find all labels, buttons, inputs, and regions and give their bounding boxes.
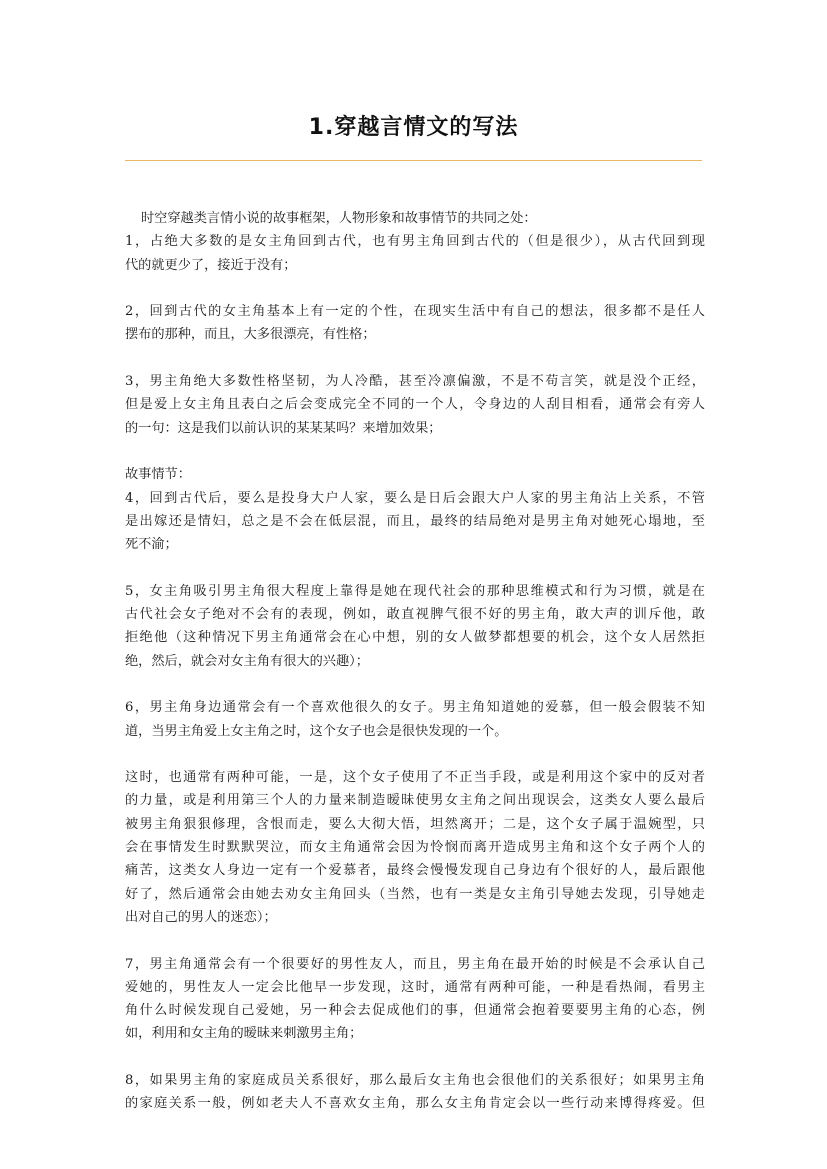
text-line: 7，男主角通常会有一个很要好的男性友人，而且，男主角在最开始的时候是不会承认自己 xyxy=(125,956,705,972)
text-line: 5，女主角吸引男主角很大程度上靠得是她在现代社会的那种思维模式和行为习惯，就是在 xyxy=(125,583,705,599)
paragraph-gap xyxy=(125,277,705,300)
text-line: 6，男主角身边通常会有一个喜欢他很久的女子。男主角知道她的爱慕，但一般会假装不知 xyxy=(125,700,705,716)
text-line: 的力量，或是利用第三个人的力量来制造暧昧使男女主角之间出现误会，这类女人要么最后 xyxy=(125,793,705,809)
text-line: 的一句：这是我们以前认识的某某某吗？来增加效果； xyxy=(125,420,442,436)
text-line: 痛苦，这类女人身边一定有一个爱慕者，最终会慢慢发现自己身边有个很好的人，最后跟他 xyxy=(125,863,705,879)
article-body xyxy=(125,207,705,1116)
text-line: 代的就更少了，接近于没有； xyxy=(125,257,297,273)
page-title: 1.穿越言情文的写法 xyxy=(308,115,519,140)
text-line: 2，回到古代的女主角基本上有一定的个性，在现实生活中有自己的想法，很多都不是任人 xyxy=(125,304,705,320)
text-line: 1，占绝大多数的是女主角回到古代，也有男主角回到古代的（但是很少），从古代回到现 xyxy=(125,234,705,250)
text-line: 会在事情发生时默默哭泣，而女主角通常会因为怜悯而离开造成男主角和这个女子两个人的 xyxy=(125,840,705,856)
text-line: 被男主角狠狠修理，含恨而走，要么大彻大悟，坦然离开；二是，这个女子属于温婉型，只 xyxy=(125,816,705,832)
paragraph-gap xyxy=(125,743,705,766)
text-line: 3，男主角绝大多数性格坚韧，为人冷酷，甚至冷凛偏激，不是不苟言笑，就是没个正经， xyxy=(125,374,705,390)
section-heading: 故事情节： xyxy=(125,467,191,483)
text-line: 如，利用和女主角的暧昧来刺激男主角； xyxy=(125,1026,363,1042)
text-line: 是出嫁还是情妇，总之是不会在低层混，而且，最终的结局绝对是男主角对她死心塌地，至 xyxy=(125,513,705,529)
text-line: 好了，然后通常会由她去劝女主角回头（当然，也有一类是女主角引导她去发现，引导她走 xyxy=(125,886,705,902)
text-line: 8，如果男主角的家庭成员关系很好，那么最后女主角也会很他们的关系很好；如果男主角 xyxy=(125,1072,705,1088)
title-divider xyxy=(125,160,702,161)
paragraph-gap xyxy=(125,929,705,952)
paragraph-gap xyxy=(125,440,705,463)
paragraph-gap xyxy=(125,1046,705,1069)
text-line: 这时，也通常有两种可能，一是，这个女子使用了不正当手段，或是利用这个家中的反对者 xyxy=(125,770,705,786)
text-line: 古代社会女子绝对不会有的表现，例如，敢直视脾气很不好的男主角，敢大声的训斥他，敢 xyxy=(125,607,705,623)
text-line: 但是爱上女主角且表白之后会变成完全不同的一个人，令身边的人刮目相看，通常会有旁人 xyxy=(125,397,705,413)
text-line: 的家庭关系一般，例如老夫人不喜欢女主角，那么女主角肯定会以一些行动来博得疼爱。但 xyxy=(125,1096,705,1112)
text-line: 角什么时候发现自己爱她，另一种会去促成他们的事，但通常会抱着要要男主角的心态，例 xyxy=(125,1003,705,1019)
text-line: 道，当男主角爱上女主角之时，这个女子也会是很快发现的一个。 xyxy=(125,723,508,739)
text-line: 摆布的那种，而且，大多很漂亮，有性格； xyxy=(125,327,376,343)
text-line: 死不渝； xyxy=(125,537,178,553)
paragraph-gap xyxy=(125,556,705,579)
text-line: 绝，然后，就会对女主角有很大的兴趣）； xyxy=(125,653,369,669)
text-line: 爱她的，男性友人一定会比他早一步发现，这时，通常有两种可能，一种是看热闹，看男主 xyxy=(125,979,705,995)
paragraph-gap xyxy=(125,673,705,696)
paragraph-gap xyxy=(125,347,705,370)
text-line: 4，回到古代后，要么是投身大户人家，要么是日后会跟大户人家的男主角沾上关系，不管 xyxy=(125,490,705,506)
text-line: 拒绝他（这种情况下男主角通常会在心中想，别的女人做梦都想要的机会，这个女人居然拒 xyxy=(125,630,705,646)
text-line: 出对自己的男人的迷恋）； xyxy=(125,909,277,925)
intro-line: 时空穿越类言情小说的故事框架，人物形象和故事情节的共同之处： xyxy=(141,211,537,226)
